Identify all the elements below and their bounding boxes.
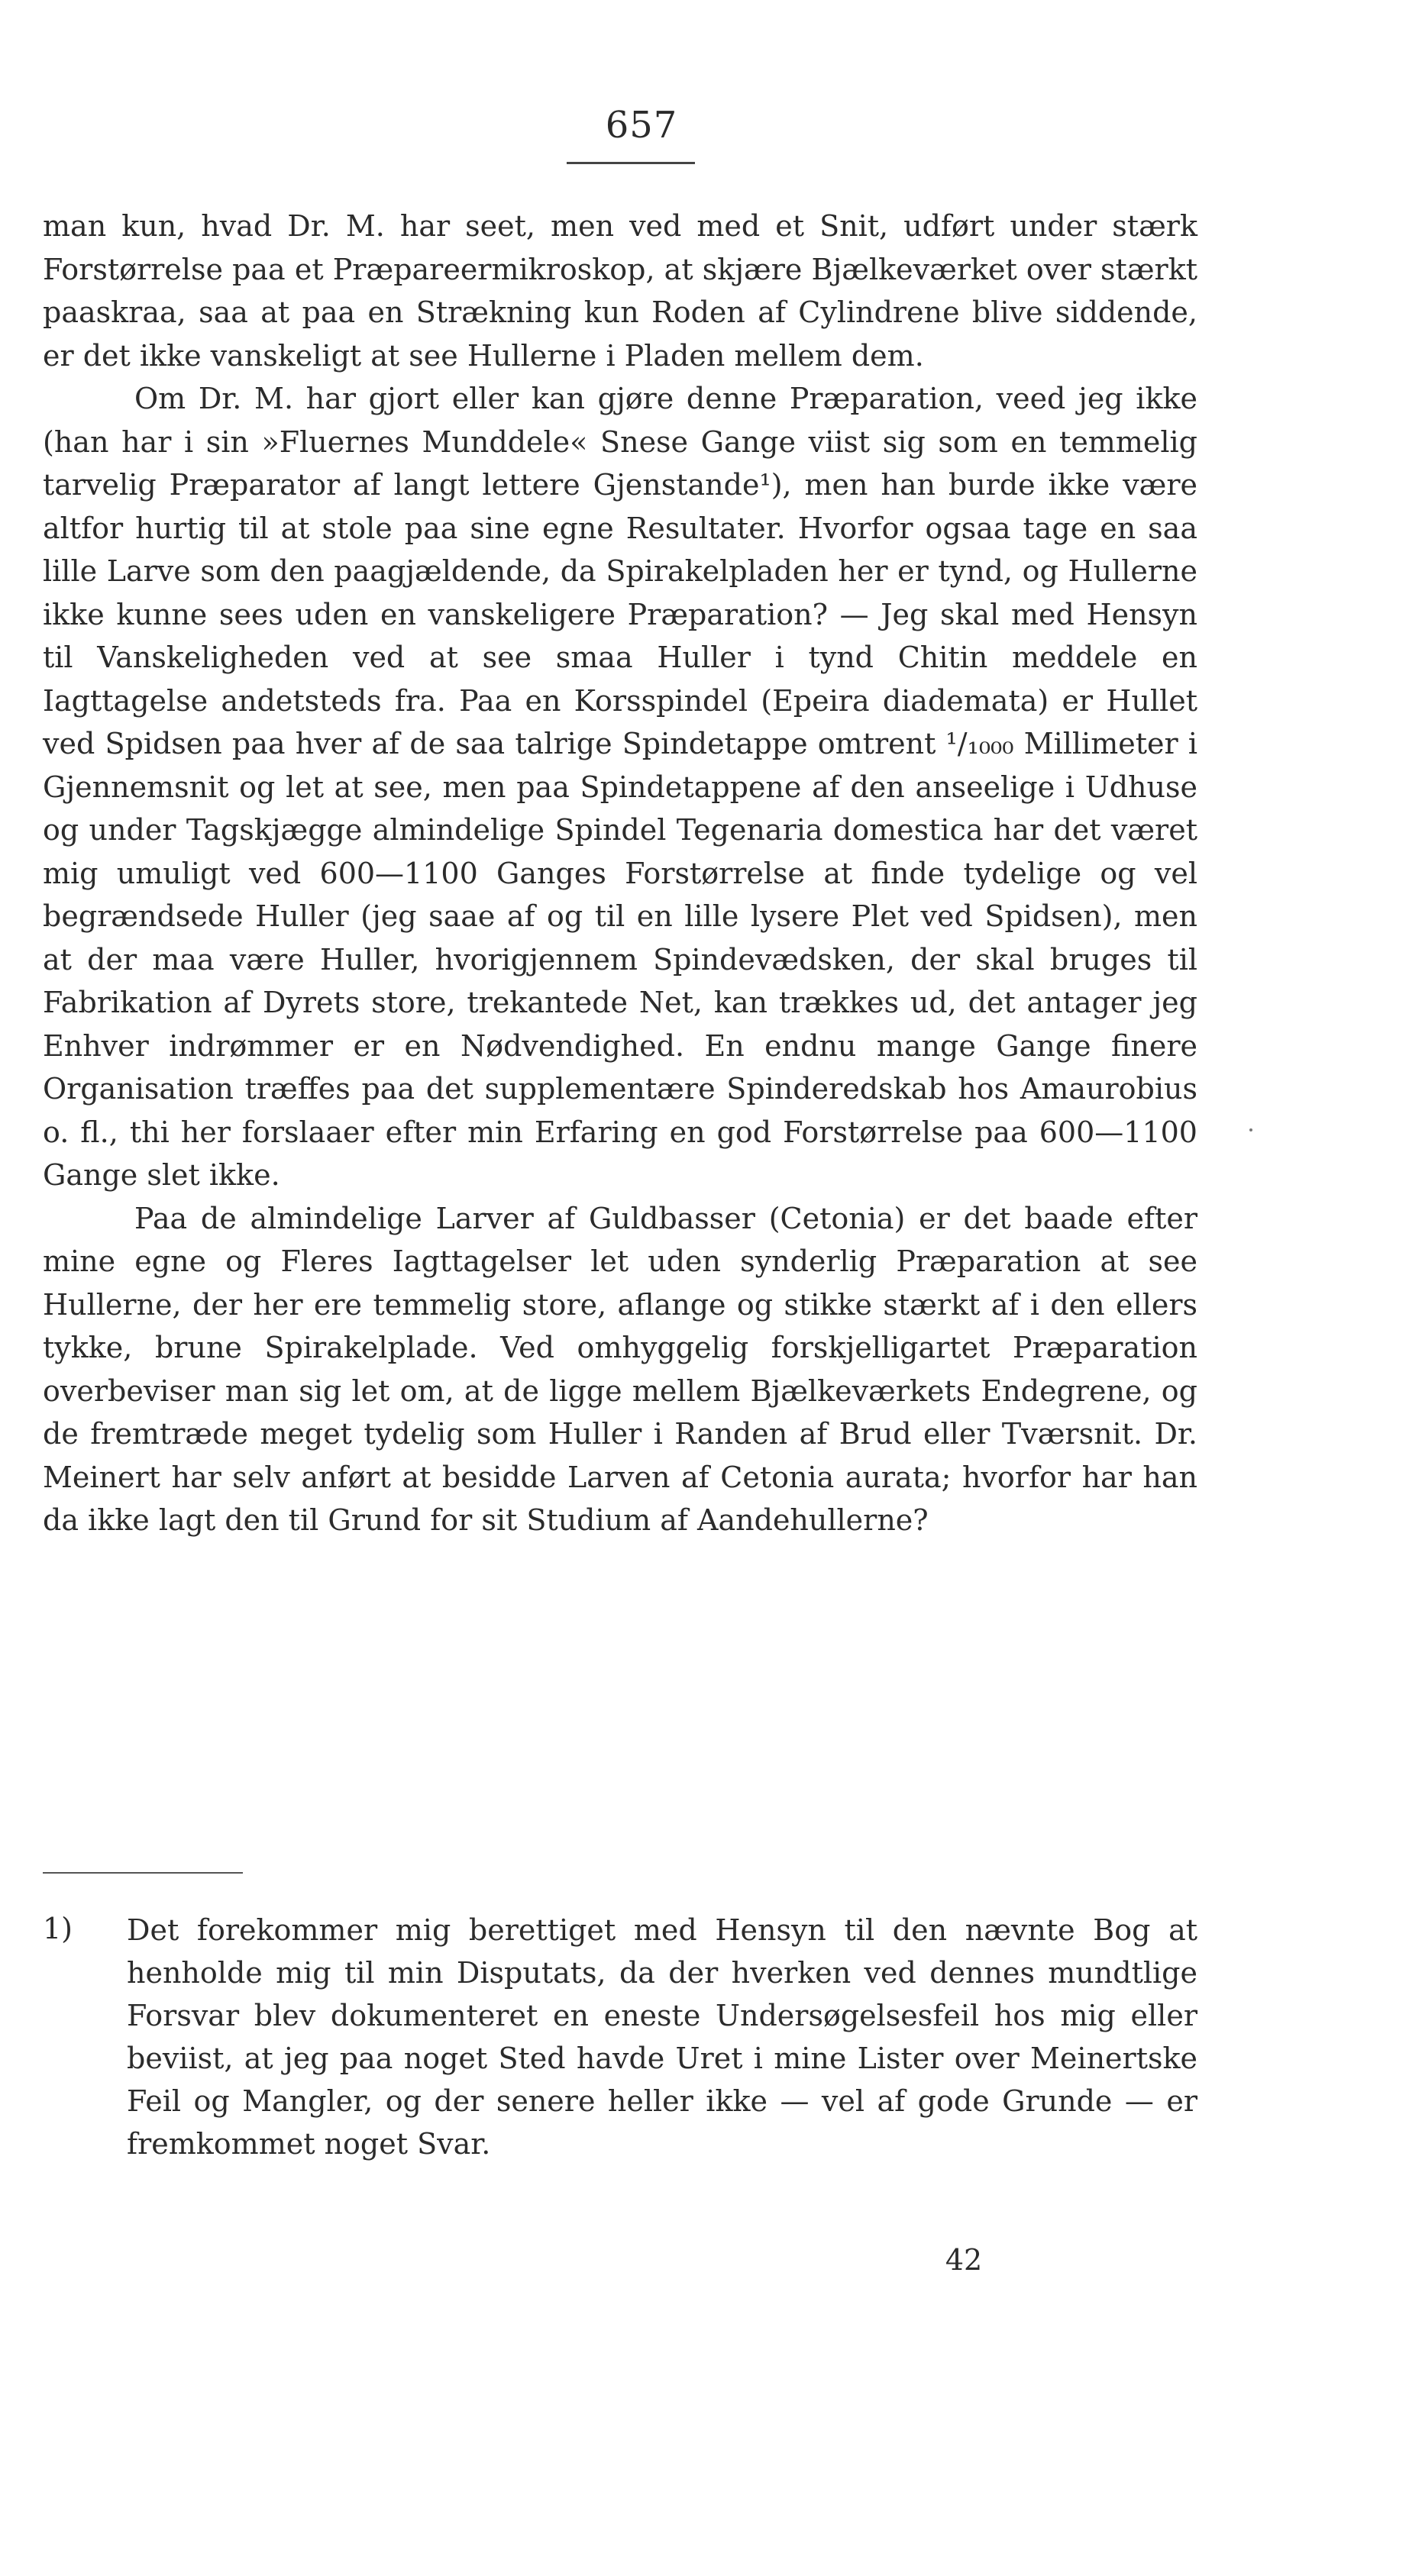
main-text — [43, 205, 1197, 1542]
footnote-divider — [43, 1872, 243, 1874]
footnote — [43, 1909, 1197, 2165]
paragraph-3: Paa de almindelige Larver af Guldbasser (Cetonia) er det baade efter mine egne og Fleres Iagttagelser let uden synderlig Præparation at see Hullerne, der her ere temmelig store, aflange og stikke stærkt af i den ellers tykke, brune Spirakelplade. Ved omhyggelig forskjelligartet Præparation overbeviser man sig let om, at de ligge mellem Bjælkeværkets Endegrene, og de fremtræde meget tydelig som Huller i Randen af Brud eller Tværsnit. Dr. Meinert har selv anført at besidde Larven af Cetonia aurata; hvorfor har han da ikke lagt den til Grund for sit Studium af Aandehullerne? — [43, 1201, 1197, 1537]
footnote-text: Det forekommer mig berettiget med Hensyn til den nævnte Bog at henholde mig til min Disputats, da der hverken ved dennes mundtlige Forsvar blev dokumenteret en eneste Undersøgelsesfeil hos mig eller beviist, at jeg paa noget Sted havde Uret i mine Lister over Meinertske Feil og Mangler, og der senere heller ikke — vel af gode Grunde — er fremkommet noget Svar. — [127, 1913, 1197, 2161]
paragraph-1: man kun, hvad Dr. M. har seet, men ved med et Snit, udført under stærk Forstørrelse paa et Præpareermikroskop, at skjære Bjælkeværket over stærkt paaskraa, saa at paa en Strækning kun Roden af Cylindrene blive siddende, er det ikke vanskeligt at see Hullerne i Pladen mellem dem. — [43, 209, 1197, 373]
page-number-underline — [567, 162, 695, 164]
print-speck — [1249, 1128, 1252, 1131]
footnote-marker: 1) — [43, 1912, 73, 1945]
paragraph-2: Om Dr. M. har gjort eller kan gjøre denne Præparation, veed jeg ikke (han har i sin »Fluernes Munddele« Snese Gange viist sig som en temmelig tarvelig Præparator af langt lettere Gjenstande¹), men han burde ikke være altfor hurtig til at stole paa sine egne Resultater. Hvorfor ogsaa tage en saa lille Larve som den paagjældende, da Spirakelpladen her er tynd, og Hullerne ikke kunne sees uden en vanskeligere Præparation? — Jeg skal med Hensyn til Vanskeligheden ved at see smaa Huller i tynd Chitin meddele en Iagttagelse andetsteds fra. Paa en Korsspindel (Epeira diademata) er Hullet ved Spidsen paa hver af de saa talrige Spindetappe omtrent ¹/₁₀₀₀ Millimeter i Gjennemsnit og let at see, men paa Spindetappene af den anseelige i Udhuse og under Tagskjægge almindelige Spindel Tegenaria domestica har det været mig umuligt ved 600—1100 Ganges Forstørrelse at finde tydelige og vel begrændsede Huller (jeg saae af og til en lille lysere Plet ved Spidsen), men at der maa være Huller, hvorigjennem Spindevædsken, der skal bruges til Fabrikation af Dyrets store, trekantede Net, kan trækkes ud, det antager jeg Enhver indrømmer er en Nødvendighed. En endnu mange Gange finere Organisation træffes paa det supplementære Spinderedskab hos Amaurobius o. fl., thi her forslaaer efter min Erfaring en god Forstørrelse paa 600—1100 Gange slet ikke. — [43, 382, 1197, 1192]
signature-mark: 42 — [945, 2243, 983, 2277]
page-number: 657 — [605, 104, 678, 147]
